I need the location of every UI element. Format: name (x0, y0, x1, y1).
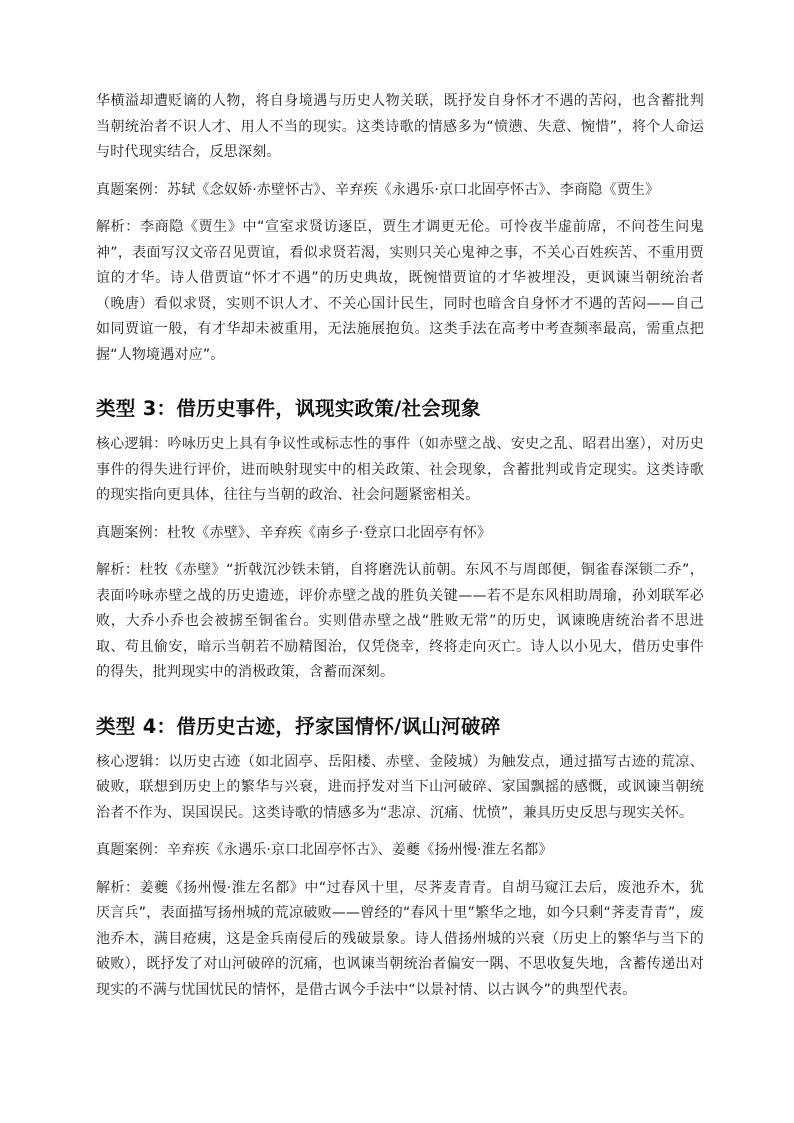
type-4-analysis: 解析：姜夔《扬州慢·淮左名都》中“过春风十里，尽荠麦青青。自胡马窥江去后，废池乔木，犹厌言兵”，表面描写扬州城的荒凉破败——曾经的“春风十里”繁华之地，如今只剩“荠麦青青”，废池乔木，满目疮痍，这是金兵南侵后的残破景象。诗人借扬州城的兴衰（历史上的繁华与当下的破败），既抒发了对山河破碎的沉痛，也讽谏当朝统治者偏安一隅、不思收复失地，含蓄传递出对现实的不满与忧国忧民的情怀，是借古讽今手法中“以景衬情、以古讽今”的典型代表。 (96, 879, 704, 998)
intro-case: 真题案例：苏轼《念奴娇·赤壁怀古》、辛弃疾《永遇乐·京口北固亭怀古》、李商隐《贾生》 (96, 181, 660, 198)
type-3-case: 真题案例：杜牧《赤壁》、辛弃疾《南乡子·登京口北固亭有怀》 (96, 524, 492, 541)
document-page (96, 89, 704, 1003)
section-heading-type-4: 类型 4：借历史古迹，抒家国情怀/讽山河破碎 (96, 714, 501, 738)
type-4-case: 真题案例：辛弃疾《永遇乐·京口北固亭怀古》、姜夔《扬州慢·淮左名都》 (96, 842, 553, 858)
type-3-analysis: 解析：杜牧《赤壁》“折戟沉沙铁未销，自将磨洗认前朝。东风不与周郎便，铜雀春深锁二乔”，表面吟咏赤壁之战的历史遗迹，评价赤壁之战的胜负关键——若不是东风相助周瑜，孙刘联军必败，大乔小乔也会被掳至铜雀台。实则借赤壁之战“胜败无常”的历史，讽谏晚唐统治者不思进取、苟且偷安，暗示当朝若不励精图治，仅凭侥幸，终将走向灭亡。诗人以小见大，借历史事件的得失，批判现实中的消极政策，含蓄而深刻。 (96, 562, 704, 680)
type-4-logic: 核心逻辑：以历史古迹（如北固亭、岳阳楼、赤壁、金陵城）为触发点，通过描写古迹的荒凉、破败，联想到历史上的繁华与兴衰，进而抒发对当下山河破碎、家国飘摇的感慨，或讽谏当朝统治者不作为、误国误民。这类诗歌的情感多为“悲凉、沉痛、忧愤”，兼具历史反思与现实关怀。 (96, 753, 704, 821)
intro-paragraph: 华横溢却遭贬谪的人物，将自身境遇与历史人物关联，既抒发自身怀才不遇的苦闷，也含蓄批判当朝统治者不识人才、用人不当的现实。这类诗歌的情感多为“愤懑、失意、惋惜”，将个人命运与时代现实结合，反思深刻。 (96, 93, 704, 160)
intro-analysis: 解析：李商隐《贾生》中“宣室求贤访逐臣，贾生才调更无伦。可怜夜半虚前席，不问苍生问鬼神”，表面写汉文帝召见贾谊，看似求贤若渴，实则只关心鬼神之事，不关心百姓疾苦、不重用贾谊的才华。诗人借贾谊“怀才不遇”的历史典故，既惋惜贾谊的才华被埋没，更讽谏当朝统治者（晚唐）看似求贤，实则不识人才、不关心国计民生，同时也暗含自身怀才不遇的苦闷——自己如同贾谊一般，有才华却未被重用，无法施展抱负。这类手法在高考中考查频率最高，需重点把握“人物境遇对应”。 (96, 219, 704, 363)
section-heading-type-3: 类型 3：借历史事件，讽现实政策/社会现象 (96, 397, 481, 420)
type-3-logic: 核心逻辑：吟咏历史上具有争议性或标志性的事件（如赤壁之战、安史之乱、昭君出塞），对历史事件的得失进行评价，进而映射现实中的相关政策、社会现象，含蓄批判或肯定现实。这类诗歌的现实指向更具体，往往与当朝的政治、社会问题紧密相关。 (96, 436, 704, 503)
